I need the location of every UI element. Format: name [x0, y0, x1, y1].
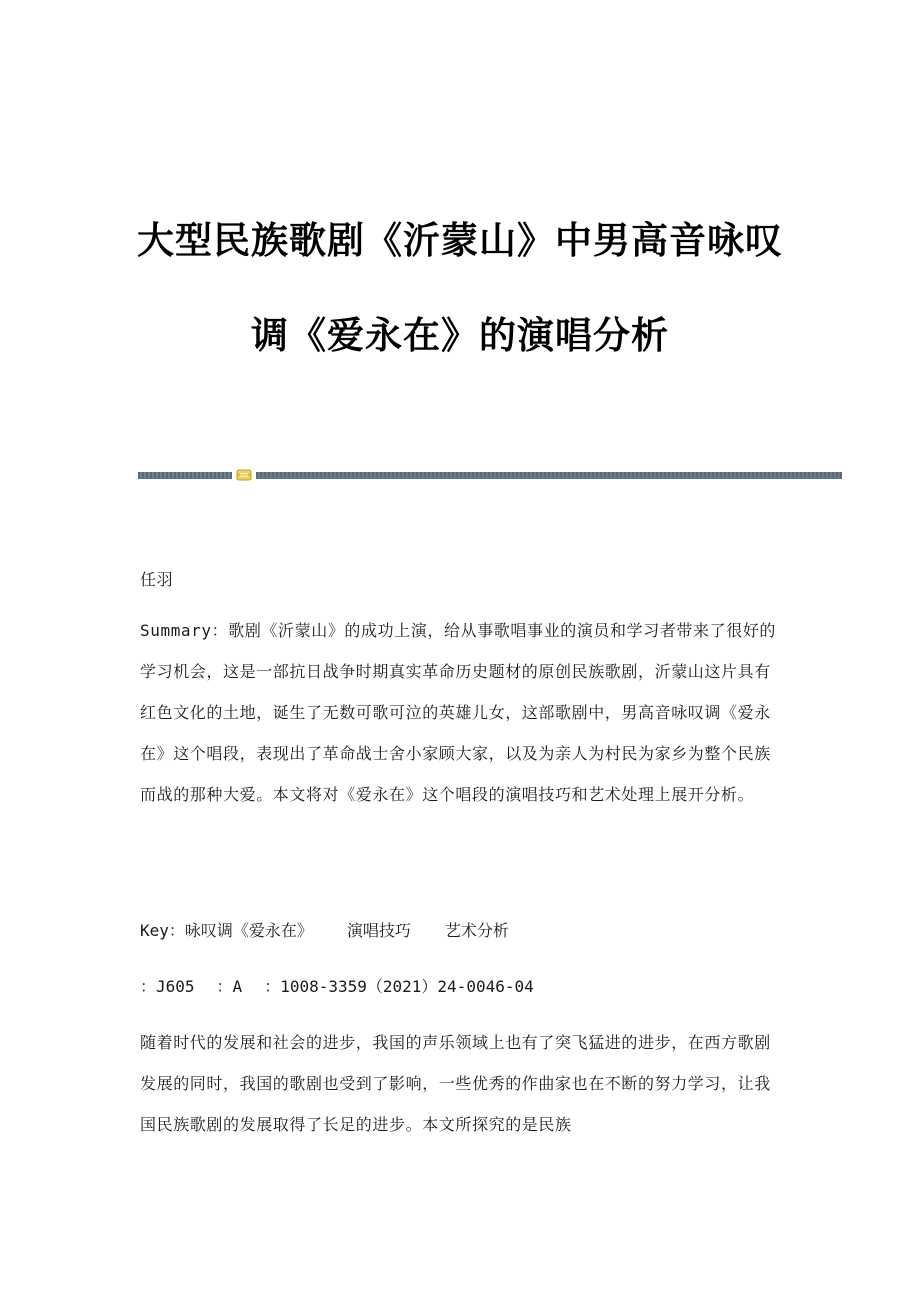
- summary-paragraph: Summary：歌剧《沂蒙山》的成功上演，给从事歌唱事业的演员和学习者带来了很好的学习机会，这是一部抗日战争时期真实革命历史题材的原创民族歌剧，沂蒙山这片具有红色文化的土地，诞生了无数可歌可泣的英雄儿女，这部歌剧中，男高音咏叹调《爱永在》这个唱段，表现出了革命战士舍小家顾大家，以及为亲人为村民为家乡为整个民族而战的那种大爱。本文将对《爱永在》这个唱段的演唱技巧和艺术处理上展开分析。: [140, 621, 777, 804]
- body-paragraph-1: 随着时代的发展和社会的进步，我国的声乐领域上也有了突飞猛进的进步，在西方歌剧发展的同时，我国的歌剧也受到了影响，一些优秀的作曲家也在不断的努力学习，让我国民族歌剧的发展取得了长足的进步。本文所探究的是民族: [140, 1033, 771, 1134]
- clc-number: ：J605: [140, 977, 195, 996]
- keyword-3: 艺术分析: [444, 921, 509, 940]
- keywords-line: [140, 914, 780, 948]
- title-divider: [138, 468, 842, 482]
- divider-bar-left: [138, 472, 232, 479]
- document-code: ：A: [216, 977, 243, 996]
- keyword-1: Key：咏叹调《爱永在》: [140, 921, 313, 940]
- article-id: ：1008-3359（2021）24-0046-04: [264, 977, 534, 996]
- classification-line: [140, 970, 780, 1004]
- author-name: 任羽: [140, 570, 174, 589]
- page-title-line-2: 调《爱永在》的演唱分析: [251, 314, 669, 357]
- page-title-line-1: 大型民族歌剧《沂蒙山》中男高音咏叹: [137, 219, 783, 262]
- divider-bar-right: [256, 472, 842, 479]
- keyword-2: 演唱技巧: [346, 921, 411, 940]
- divider-ornament-icon: [236, 468, 252, 482]
